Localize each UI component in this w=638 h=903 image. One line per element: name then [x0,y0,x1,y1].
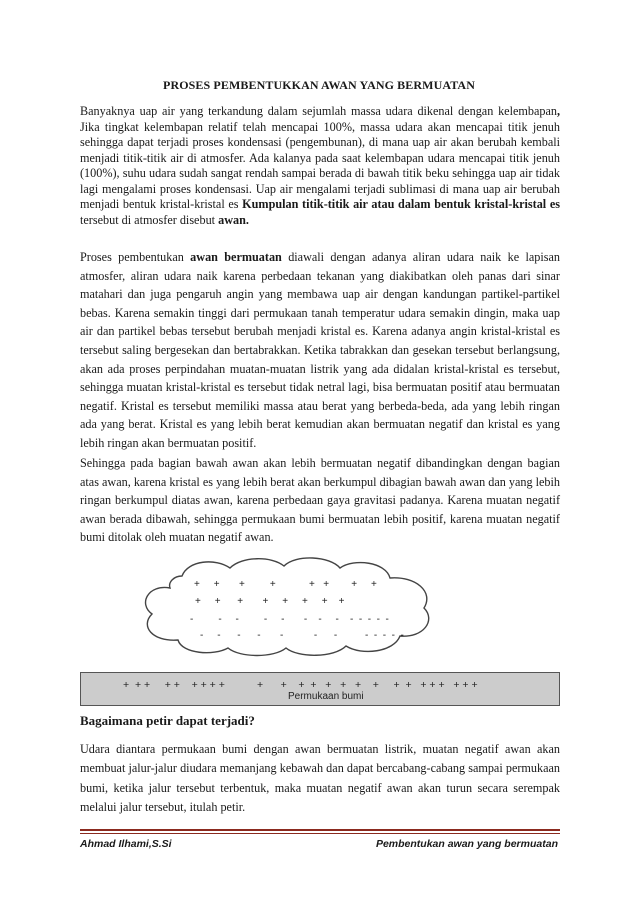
p2-text-a: Proses pembentukan [80,250,191,264]
ground-surface [80,672,560,706]
p1-text-a: Banyaknya uap air yang terkandung dalam sejumlah massa udara dikenal dengan kelembapan [80,104,557,118]
section-heading-petir: Bagaimana petir dapat terjadi? [80,713,255,728]
p1-bold-end: awan. [218,212,249,227]
ground-label: Permukaan bumi [288,691,364,702]
paragraph-muatan-awan: Sehingga pada bagian bawah awan akan lebih bermuatan negatif dibandingkan dengan bagian atas awan, karena kristal es yang lebih berat akan berkumpul dibagian bawah awan dan yang lebih ringan berkumpul diatas awan, karena perbedaan gaya gravitasi padanya. Karena muatan negatif awan berada dibawah, sehingga permukaan bumi bermuatan lebih positif, karena muatan negatif bumi ditolak oleh muatan negatif awan. [80,456,560,545]
page-title: PROSES PEMBENTUKKAN AWAN YANG BERMUATAN [163,78,475,92]
cloud-shape [138,556,436,660]
p2-text-b: diawali dengan adanya aliran udara naik ke lapisan atmosfer, aliran udara naik karena perbedaan tekanan yang diakibatkan oleh panas dari sinar matahari dan juga pengaruh angin yang membawa uap air dengan kandungan partikel-partikel bebas. Karena semakin tinggi dari permukaan tanah temperatur udara semakin dingin, maka uap air dan partikel bebas tersebut berubah menjadi kristal es. Karena adanya angin kristal-kristal es tersebut saling bergesekan dan bertabrakkan. Ketika tabrakkan dan gesekan tersebut berlangsung, akan ada proses perpindahan muatan-muatan listrik yang ada didalan kristal-kristal es tersebut, sehingga muatan kristal-kristal es tersebut tidak netral lagi, bisa bermuatan positif atau bermuatan negatif. Kristal es tersebut memiliki massa atau berat yang berbeda-beda, ada yang lebih ringan ada yang berat. Kristal es yang lebih berat kemudian akan bermuatan negatif dan kristal es yang lebih ringan akan bermuatan positif. [80,250,560,450]
footer-divider-thin [80,833,560,834]
p1-text-c: tersebut di atmosfer disebut [80,212,219,227]
paragraph-proses-pembentukan [80,248,560,453]
ground-positive-charges: + + + + + + + + + + + + + + + + + + + + + + + + + [123,679,478,691]
footer-divider-thick [80,829,560,831]
cloud-positive-row-1: + + + + + + + + [194,579,377,590]
footer-doc-title: Pembentukan awan yang bermuatan [375,838,558,850]
p1-text-b: Jika tingkat kelembapan relatif telah mencapai 100%, massa udara akan mencapai titik jenuh sehingga dapat terjadi proses kondensasi (pengembunan), di mana uap air akan berubah kembali menjadi titik-titik air di atmosfer. Ada kalanya pada saat kelembapan udara mencapai titik jenuh (100%), suhu udara sudah sangat rendah sampai berada di bawah titik beku sehingga uap air tidak lagi mengalami proses kondensasi. Uap air mengalami terjadi sublimasi di mana uap air berubah menjadi bentuk kristal-kristal es [80,119,560,211]
paragraph-kelembapan [80,104,560,228]
cloud-negative-row-1: - - - - - - - - - - - - - [190,614,389,625]
p1-bold: Kumpulan titik-titik air atau dalam bentuk kristal-kristal es [242,197,560,211]
paragraph-petir: Udara diantara permukaan bumi dengan awan bermuatan listrik, muatan negatif awan akan membuat jalur-jalur diudara memanjang kebawah dan dapat bercabang-cabang sampai permukaan bumi, ketika jalur tersebut terbentuk, maka muatan negatif awan akan turun secara serempak melalui jalur tersebut, itulah petir. [80,742,560,815]
footer-author: Ahmad Ilhami,S.Si [80,838,172,850]
p2-bold: awan bermuatan [190,250,282,264]
cloud-positive-row-2: + + + + + + + + [195,596,345,607]
p1-comma: , [556,104,560,118]
cloud-negative-row-2: - - - - - - - - - - - - [200,630,404,641]
